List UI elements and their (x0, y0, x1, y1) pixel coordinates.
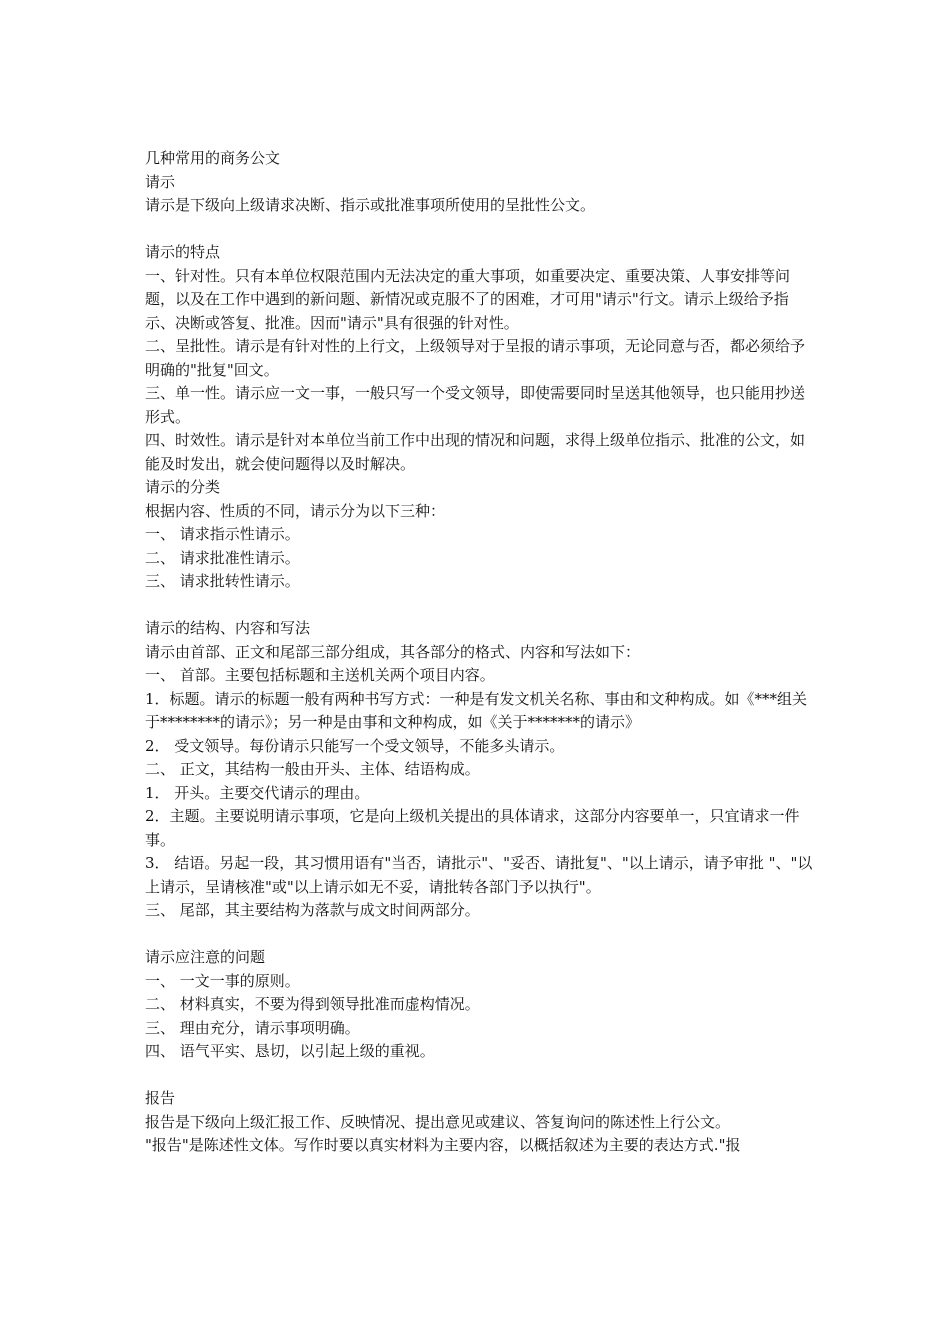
types-heading: 请示的分类 (145, 478, 221, 496)
structure-item: 2． 受文领导。每份请示只能写一个受文领导，不能多头请示。 (145, 736, 565, 755)
type-item: 三、 请求批转性请示。 (145, 572, 300, 590)
structure-item: 2．主题。主要说明请示事项，它是向上级机关提出的具体请求，这部分内容要单一，只宜请求一件事。 (145, 807, 800, 849)
features-heading: 请示的特点 (145, 243, 221, 261)
section-heading-qingshi: 请示 (145, 172, 176, 191)
structure-item: 三、 尾部，其主要结构为落款与成文时间两部分。 (145, 901, 480, 919)
structure-intro: 请示由首部、正文和尾部三部分组成，其各部分的格式、内容和写法如下： (145, 642, 641, 661)
spacer (145, 218, 813, 242)
feature-paragraph: 三、单一性。请示应一文一事，一般只写一个受文领导，即使需要同时呈送其他领导，也只能用抄送形式。 (145, 384, 806, 426)
document-title: 几种常用的商务公文 (145, 149, 281, 167)
baogao-definition: 报告是下级向上级汇报工作、反映情况、提出意见或建议、答复询问的陈述性上行公文。 (145, 1112, 731, 1131)
structure-item: 3． 结语。另起一段，其习惯用语有"当否，请批示"、"妥否、请批复"、"以上请示，请予审批 "、"以上请示，呈请核准"或"以上请示如无不妥，请批转各部门予以执行"。 (145, 854, 813, 896)
baogao-description: "报告"是陈述性文体。写作时要以真实材料为主要内容，以概括叙述为主要的表达方式."报 (145, 1136, 741, 1154)
structure-item: 1． 开头。主要交代请示的理由。 (145, 783, 370, 802)
structure-item: 1．标题。请示的标题一般有两种书写方式：一种是有发文机关名称、事由和文种构成。如《***组关于********的请示》；另一种是由事和文种构成，如《关于*******的请示》 (145, 689, 808, 731)
spacer (145, 1064, 813, 1088)
note-item: 四、 语气平实、恳切，以引起上级的重视。 (145, 1042, 435, 1060)
feature-paragraph: 四、时效性。请示是针对本单位当前工作中出现的情况和问题，求得上级单位指示、批准的公文，如能及时发出，就会使问题得以及时解决。 (145, 431, 806, 473)
type-item: 一、 请求指示性请示。 (145, 525, 300, 543)
note-item: 三、 理由充分，请示事项明确。 (145, 1018, 360, 1037)
type-item: 二、 请求批准性请示。 (145, 548, 300, 567)
structure-heading: 请示的结构、内容和写法 (145, 619, 311, 637)
feature-paragraph: 二、呈批性。请示是有针对性的上行文，上级领导对于呈报的请示事项，无论同意与否，都必须给予明确的"批复"回文。 (145, 337, 806, 379)
structure-item: 一、 首部。主要包括标题和主送机关两个项目内容。 (145, 666, 495, 684)
qingshi-definition: 请示是下级向上级请求决断、指示或批准事项所使用的呈批性公文。 (145, 196, 596, 214)
note-item: 二、 材料真实，不要为得到领导批准而虚构情况。 (145, 995, 480, 1013)
spacer (145, 594, 813, 618)
note-item: 一、 一文一事的原则。 (145, 971, 300, 990)
notes-heading: 请示应注意的问题 (145, 948, 266, 966)
feature-paragraph: 一、针对性。只有本单位权限范围内无法决定的重大事项，如重要决定、重要决策、人事安排等问题，以及在工作中遇到的新问题、新情况或克服不了的困难，才可用"请示"行文。请示上级给予指示、决断或答复、批准。因而"请示"具有很强的针对性。 (145, 266, 791, 332)
section-heading-baogao: 报告 (145, 1089, 176, 1107)
structure-item: 二、 正文，其结构一般由开头、主体、结语构成。 (145, 760, 480, 778)
spacer (145, 923, 813, 947)
document-body (145, 147, 813, 1158)
types-intro: 根据内容、性质的不同，请示分为以下三种： (145, 501, 446, 520)
